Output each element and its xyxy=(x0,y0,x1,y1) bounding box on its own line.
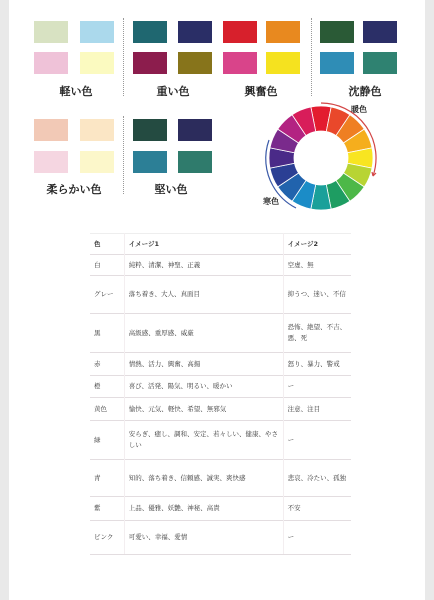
swatch xyxy=(266,52,300,74)
cell-color: 紫 xyxy=(90,497,124,521)
header-color: 色 xyxy=(90,234,124,255)
table-row xyxy=(90,255,351,276)
swatch xyxy=(34,21,68,43)
header-image1: イメージ1 xyxy=(124,234,283,255)
table-row xyxy=(90,314,351,353)
table-row xyxy=(90,276,351,314)
palette-label: 沈静色 xyxy=(348,85,382,98)
table-header-row xyxy=(90,234,351,255)
cell-image1: 純粋、清潔、神聖、正義 xyxy=(124,255,283,276)
cell-image1: 高級感、重厚感、威厳 xyxy=(124,314,283,353)
swatch xyxy=(133,21,167,43)
table-row xyxy=(90,521,351,555)
swatch xyxy=(80,119,114,141)
palette-label: 興奮色 xyxy=(244,85,278,98)
color-image-table xyxy=(90,233,351,555)
table-row xyxy=(90,497,351,521)
swatch xyxy=(80,52,114,74)
cell-image2: 注意、注目 xyxy=(283,398,351,421)
swatch xyxy=(223,21,257,43)
swatch xyxy=(320,52,354,74)
cell-image1: 喜び、活発、陽気、明るい、暖かい xyxy=(124,376,283,398)
table-row xyxy=(90,398,351,421)
swatch xyxy=(34,52,68,74)
cell-color: 緑 xyxy=(90,421,124,460)
swatch xyxy=(133,151,167,173)
cell-color: ピンク xyxy=(90,521,124,555)
cell-image2: ー xyxy=(283,521,351,555)
cell-image1: 安らぎ、癒し、調和、安定、若々しい、健康、やさしい xyxy=(124,421,283,460)
swatch xyxy=(178,151,212,173)
cell-image1: 愉快、元気、軽快、希望、無邪気 xyxy=(124,398,283,421)
swatch xyxy=(363,21,397,43)
cell-image1: 知的、落ち着き、信頼感、誠実、爽快感 xyxy=(124,460,283,497)
cell-image2: ー xyxy=(283,376,351,398)
warm-label: 暖色 xyxy=(351,105,367,114)
palette-label: 軽い色 xyxy=(59,85,93,98)
table-row xyxy=(90,353,351,376)
divider xyxy=(123,116,124,194)
palette-label: 堅い色 xyxy=(154,183,188,196)
cell-color: グレー xyxy=(90,276,124,314)
cell-image2: 抑うつ、迷い、不信 xyxy=(283,276,351,314)
table-row xyxy=(90,460,351,497)
swatch xyxy=(266,21,300,43)
warm-arc xyxy=(261,98,381,218)
cell-color: 橙 xyxy=(90,376,124,398)
divider xyxy=(311,18,312,96)
table-row xyxy=(90,421,351,460)
cell-color: 黒 xyxy=(90,314,124,353)
swatch xyxy=(178,119,212,141)
swatch xyxy=(80,151,114,173)
document-page xyxy=(9,0,425,600)
cool-label: 寒色 xyxy=(263,197,279,206)
cell-image1: 情熱、活力、興奮、高揚 xyxy=(124,353,283,376)
cell-color: 赤 xyxy=(90,353,124,376)
swatch xyxy=(363,52,397,74)
cell-image2: 怒り、暴力、警戒 xyxy=(283,353,351,376)
palette-label: 柔らかい色 xyxy=(46,183,102,196)
swatch xyxy=(320,21,354,43)
cell-image2: ー xyxy=(283,421,351,460)
cell-color: 黄色 xyxy=(90,398,124,421)
swatch xyxy=(80,21,114,43)
divider xyxy=(123,18,124,96)
header-image2: イメージ2 xyxy=(283,234,351,255)
swatch xyxy=(178,21,212,43)
palette-label: 重い色 xyxy=(156,85,190,98)
cell-color: 青 xyxy=(90,460,124,497)
swatch xyxy=(34,151,68,173)
cell-color: 白 xyxy=(90,255,124,276)
cell-image1: 上品、優雅、妖艶、神秘、高貴 xyxy=(124,497,283,521)
cell-image2: 空虚、無 xyxy=(283,255,351,276)
swatch xyxy=(178,52,212,74)
cell-image1: 落ち着き、大人、真面目 xyxy=(124,276,283,314)
cell-image2: 悲哀、冷たい、孤独 xyxy=(283,460,351,497)
swatch xyxy=(133,119,167,141)
swatch xyxy=(133,52,167,74)
cell-image2: 不安 xyxy=(283,497,351,521)
table-row xyxy=(90,376,351,398)
swatch xyxy=(34,119,68,141)
cell-image2: 恐怖、絶望、不吉、悪、死 xyxy=(283,314,351,353)
swatch xyxy=(223,52,257,74)
cell-image1: 可愛い、幸福、愛情 xyxy=(124,521,283,555)
